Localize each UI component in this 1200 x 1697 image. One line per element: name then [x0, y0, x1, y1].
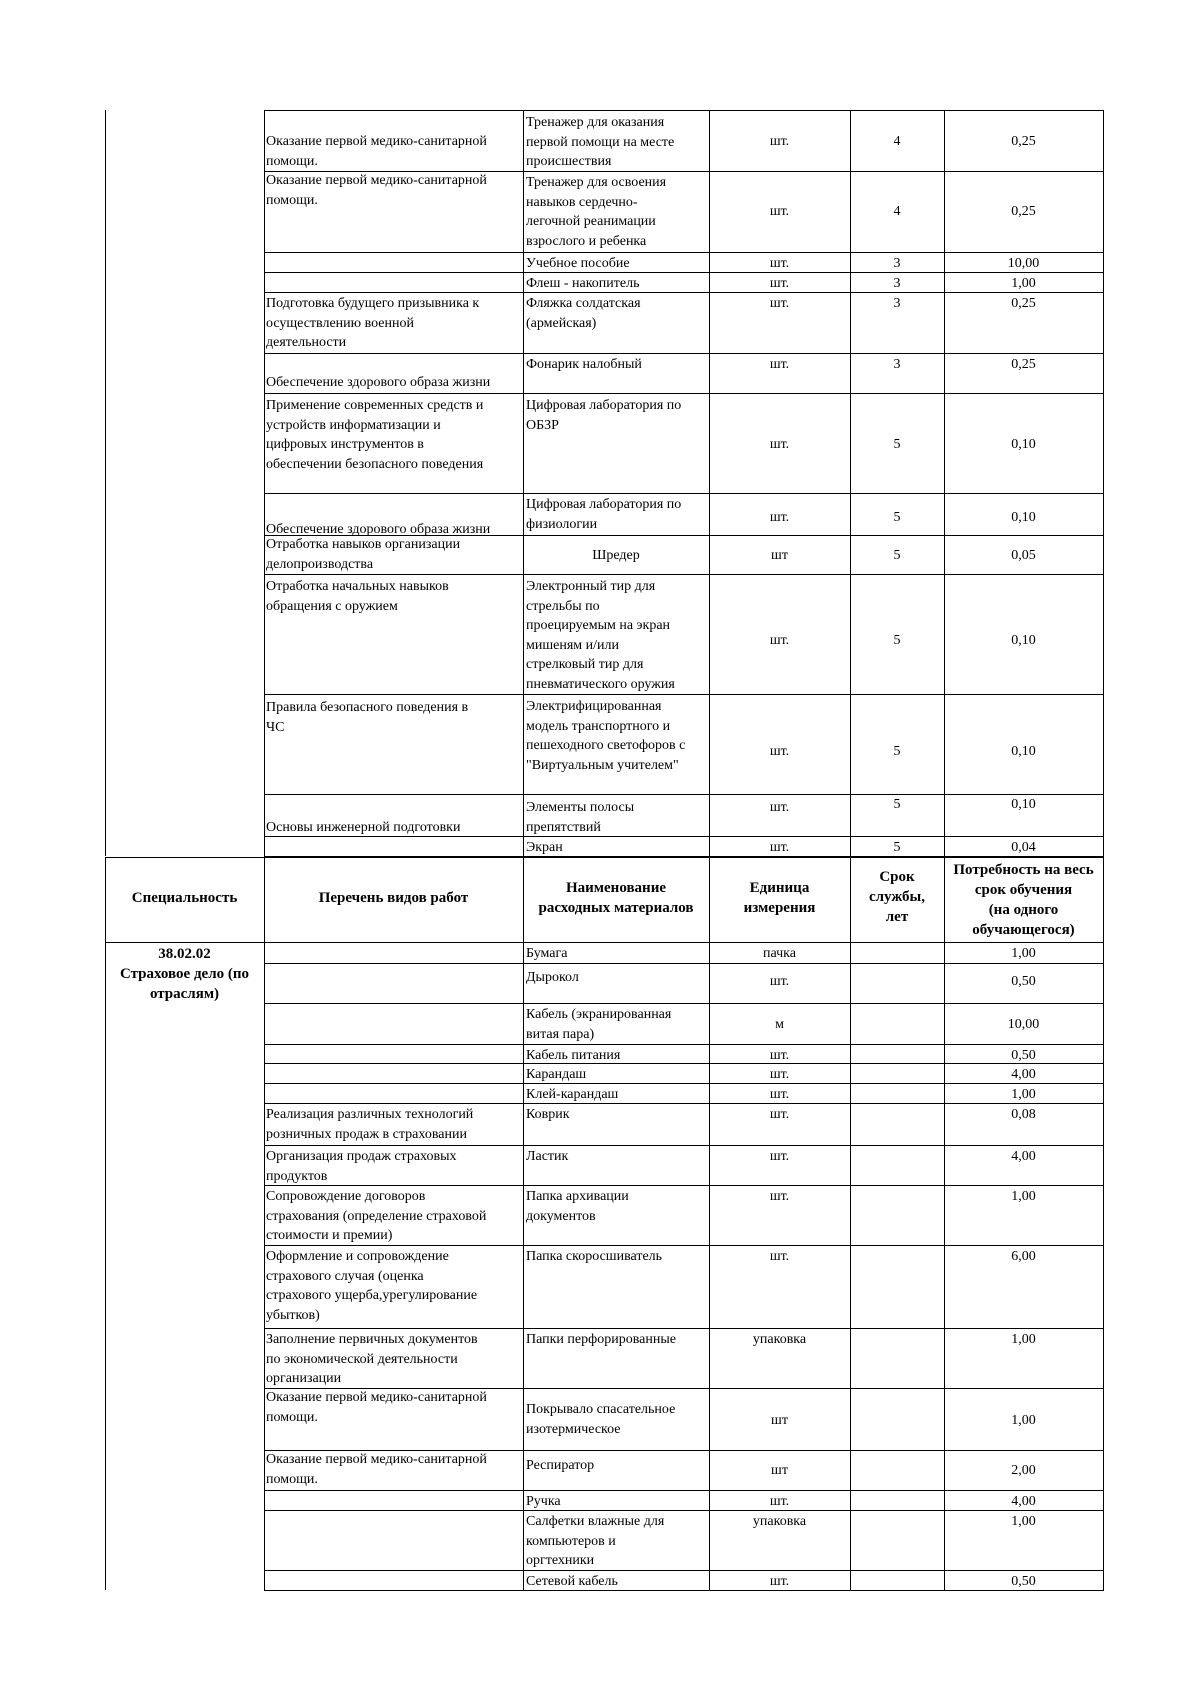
material-name-cell: модель транспортного и — [526, 718, 671, 734]
service-term-cell: 3 — [893, 276, 901, 291]
unit-cell: шт. — [769, 256, 790, 271]
material-name-cell: Ручка — [526, 1494, 561, 1509]
unit-cell: шт. — [769, 744, 790, 759]
material-name-cell: Респиратор — [526, 1458, 595, 1473]
need-cell: 0,25 — [1011, 357, 1036, 372]
need-cell: 10,00 — [1007, 256, 1040, 271]
material-name-cell: Шредер — [592, 548, 640, 563]
material-name-cell: физиологии — [526, 516, 598, 532]
material-name-cell: Фонарик налобный — [526, 357, 642, 372]
service-term-cell: 5 — [893, 744, 901, 759]
work-type-cell: помощи. — [266, 1409, 318, 1425]
unit-cell: шт. — [769, 840, 790, 855]
work-type-cell: помощи. — [266, 153, 318, 169]
unit-cell: шт. — [769, 134, 790, 149]
material-name-cell: Тренажер для оказания — [526, 115, 665, 130]
unit-cell: шт. — [769, 1067, 790, 1082]
unit-cell: шт. — [769, 1149, 790, 1164]
unit-cell: шт. — [769, 1249, 790, 1264]
need-cell: 4,00 — [1011, 1149, 1036, 1164]
work-type-cell: цифровых инструментов в — [266, 437, 424, 453]
work-type-cell: деятельности — [266, 335, 347, 351]
need-cell: 0,50 — [1011, 1048, 1036, 1063]
material-name-cell: проецируемым на экран — [526, 618, 671, 634]
material-name-cell: Папки перфорированные — [526, 1332, 676, 1347]
need-cell: 6,00 — [1011, 1249, 1036, 1264]
table-rule-horizontal — [264, 1490, 1104, 1491]
material-name-cell: мишеням и/или — [526, 637, 619, 653]
work-type-cell: помощи. — [266, 1471, 318, 1487]
material-name-cell: Экран — [526, 840, 563, 855]
material-name-cell: витая пара) — [526, 1026, 595, 1042]
material-name-cell: документов — [526, 1208, 596, 1224]
work-type-cell: Подготовка будущего призывника к — [266, 296, 480, 311]
service-term-cell: 5 — [893, 633, 901, 648]
material-name-cell: стрелковый тир для — [526, 657, 644, 673]
unit-cell: шт. — [769, 437, 790, 452]
work-type-cell: устройств информатизации и — [266, 417, 441, 433]
service-term-cell: 5 — [893, 840, 901, 855]
material-name-cell: Учебное пособие — [526, 256, 630, 271]
table-rule-vertical — [850, 942, 851, 1590]
material-name-cell: Карандаш — [526, 1067, 587, 1082]
material-name-cell: происшествия — [526, 154, 612, 170]
work-type-cell: Основы инженерной подготовки — [266, 820, 461, 835]
header-need: срок обучения — [974, 882, 1073, 898]
material-name-cell: Электронный тир для — [526, 579, 656, 594]
table-rule-horizontal — [264, 574, 1104, 575]
work-type-cell: Правила безопасного поведения в — [266, 700, 469, 715]
service-term-cell: 3 — [893, 256, 901, 271]
material-name-cell: стрельбы по — [526, 598, 600, 614]
need-cell: 0,25 — [1011, 204, 1036, 219]
header-materials: Наименование — [566, 880, 666, 896]
table-rule-horizontal — [264, 1044, 1104, 1045]
material-name-cell: навыков сердечно- — [526, 194, 638, 210]
service-term-cell: 5 — [893, 437, 901, 452]
specialty-name: 38.02.02 — [158, 946, 211, 962]
table-rule-horizontal — [264, 694, 1104, 695]
work-type-cell: помощи. — [266, 192, 318, 208]
work-type-cell: обращения с оружием — [266, 598, 398, 614]
need-cell: 2,00 — [1011, 1463, 1036, 1478]
table-rule-horizontal — [264, 393, 1104, 394]
need-cell: 0,10 — [1011, 437, 1036, 452]
header-specialty: Специальность — [131, 890, 238, 906]
need-cell: 0,05 — [1011, 548, 1036, 563]
table-rule-horizontal — [264, 1003, 1104, 1004]
work-type-cell: ЧС — [266, 719, 285, 735]
unit-cell: шт. — [769, 1574, 790, 1589]
work-type-cell: осуществлению военной — [266, 315, 414, 331]
material-name-cell: пневматического оружия — [526, 677, 675, 692]
material-name-cell: препятствий — [526, 819, 601, 835]
table-rule-horizontal — [264, 942, 1104, 943]
material-name-cell: Ластик — [526, 1149, 569, 1164]
work-type-cell: Заполнение первичных документов — [266, 1332, 478, 1347]
unit-cell: упаковка — [752, 1332, 807, 1347]
unit-cell: шт. — [769, 204, 790, 219]
material-name-cell: Электрифицированная — [526, 699, 662, 714]
work-type-cell: продуктов — [266, 1168, 328, 1184]
work-type-cell: Оформление и сопровождение — [266, 1249, 449, 1264]
unit-cell: шт. — [769, 510, 790, 525]
table-rule-vertical — [264, 942, 265, 1590]
need-cell: 1,00 — [1011, 1413, 1036, 1428]
work-type-cell: Обеспечение здорового образа жизни — [266, 375, 491, 390]
table-rule-horizontal — [264, 1185, 1104, 1186]
work-type-cell: страхового ущерба,урегулирование — [266, 1288, 478, 1304]
header-unit: измерения — [743, 900, 816, 916]
need-cell: 1,00 — [1011, 1087, 1036, 1102]
material-name-cell: Сетевой кабель — [526, 1574, 618, 1589]
specialty-name: отраслям) — [149, 986, 220, 1002]
work-type-cell: Отработка начальных навыков — [266, 579, 449, 594]
work-type-cell: страхования (определение страховой — [266, 1208, 487, 1224]
header-term: лет — [885, 909, 909, 925]
material-name-cell: (армейская) — [526, 315, 597, 331]
need-cell: 1,00 — [1011, 1514, 1036, 1529]
need-cell: 4,00 — [1011, 1494, 1036, 1509]
work-type-cell: Применение современных средств и — [266, 398, 484, 413]
table-rule-vertical — [1103, 942, 1104, 1590]
header-need: обучающегося) — [972, 922, 1075, 938]
table-rule-vertical — [523, 110, 524, 856]
table-rule-vertical — [105, 110, 106, 856]
service-term-cell: 5 — [893, 797, 901, 812]
unit-cell: шт. — [769, 276, 790, 291]
work-type-cell: Обеспечение здорового образа жизни — [266, 522, 491, 537]
table-rule-vertical — [523, 942, 524, 1590]
work-type-cell: Оказание первой медико-санитарной — [266, 134, 487, 149]
service-term-cell: 4 — [893, 204, 901, 219]
header-works: Перечень видов работ — [318, 890, 469, 906]
table-rule-horizontal — [264, 353, 1104, 354]
need-cell: 1,00 — [1011, 1332, 1036, 1347]
material-name-cell: Фляжка солдатская — [526, 296, 641, 311]
need-cell: 0,50 — [1011, 974, 1036, 989]
unit-cell: шт — [771, 548, 788, 563]
header-unit: Единица — [749, 880, 810, 896]
need-cell: 0,08 — [1011, 1107, 1036, 1122]
work-type-cell: Отработка навыков организации — [266, 537, 461, 552]
unit-cell: шт. — [769, 1048, 790, 1063]
work-type-cell: стоимости и премии) — [266, 1228, 393, 1244]
table-rule-vertical — [264, 110, 265, 856]
work-type-cell: организации — [266, 1371, 342, 1387]
material-name-cell: Цифровая лаборатория по — [526, 398, 682, 413]
material-name-cell: Цифровая лаборатория по — [526, 497, 682, 512]
unit-cell: шт. — [769, 800, 790, 815]
table-rule-horizontal — [264, 110, 1104, 111]
work-type-cell: обеспечении безопасного поведения — [266, 456, 484, 472]
unit-cell: упаковка — [752, 1514, 807, 1529]
work-type-cell: Оказание первой медико-санитарной — [266, 1390, 487, 1405]
unit-cell: шт. — [769, 357, 790, 372]
material-name-cell: компьютеров и — [526, 1533, 616, 1549]
header-need: Потребность на весь — [953, 862, 1094, 878]
material-name-cell: Дырокол — [526, 970, 579, 985]
unit-cell: шт. — [769, 296, 790, 311]
need-cell: 1,00 — [1011, 1189, 1036, 1204]
work-type-cell: Организация продаж страховых — [266, 1149, 457, 1164]
need-cell: 0,50 — [1011, 1574, 1036, 1589]
material-name-cell: Кабель (экранированная — [526, 1007, 672, 1022]
need-cell: 1,00 — [1011, 946, 1036, 961]
material-name-cell: первой помощи на месте — [526, 134, 675, 150]
need-cell: 4,00 — [1011, 1067, 1036, 1082]
table-rule-horizontal — [264, 252, 1104, 253]
work-type-cell: убытков) — [266, 1307, 320, 1323]
unit-cell: пачка — [763, 946, 796, 961]
unit-cell: шт. — [769, 1087, 790, 1102]
work-type-cell: Оказание первой медико-санитарной — [266, 173, 487, 188]
material-name-cell: легочной реанимации — [526, 214, 656, 230]
work-type-cell: розничных продаж в страховании — [266, 1126, 467, 1142]
need-cell: 0,10 — [1011, 797, 1036, 812]
service-term-cell: 5 — [893, 510, 901, 525]
material-name-cell: Тренажер для освоения — [526, 175, 667, 190]
header-materials: расходных материалов — [538, 900, 694, 916]
unit-cell: шт — [771, 1413, 788, 1428]
table-rule-horizontal — [264, 1145, 1104, 1146]
material-name-cell: ОБЗР — [526, 417, 559, 433]
need-cell: 0,25 — [1011, 134, 1036, 149]
unit-cell: шт. — [769, 974, 790, 989]
table-rule-horizontal — [105, 857, 1104, 858]
table-rule-vertical — [1103, 110, 1104, 856]
need-cell: 10,00 — [1007, 1017, 1040, 1032]
material-name-cell: Клей-карандаш — [526, 1087, 619, 1102]
table-rule-horizontal — [264, 1328, 1104, 1329]
unit-cell: шт. — [769, 1107, 790, 1122]
material-name-cell: Кабель питания — [526, 1048, 621, 1063]
material-name-cell: оргтехники — [526, 1553, 595, 1569]
header-term: службы, — [868, 889, 925, 905]
material-name-cell: Элементы полосы — [526, 800, 635, 815]
need-cell: 0,10 — [1011, 633, 1036, 648]
unit-cell: шт — [771, 1463, 788, 1478]
material-name-cell: Бумага — [526, 946, 568, 961]
need-cell: 0,10 — [1011, 744, 1036, 759]
header-need: (на одного — [988, 902, 1059, 918]
material-name-cell: пешеходного светофоров с — [526, 738, 686, 754]
service-term-cell: 4 — [893, 134, 901, 149]
work-type-cell: по экономической деятельности — [266, 1351, 458, 1367]
need-cell: 0,04 — [1011, 840, 1036, 855]
work-type-cell: страхового случая (оценка — [266, 1268, 424, 1284]
unit-cell: м — [775, 1017, 784, 1032]
table-rule-vertical — [105, 942, 106, 1590]
work-type-cell: Реализация различных технологий — [266, 1107, 474, 1122]
material-name-cell: Коврик — [526, 1107, 570, 1122]
material-name-cell: Салфетки влажные для — [526, 1514, 665, 1529]
need-cell: 1,00 — [1011, 276, 1036, 291]
unit-cell: шт. — [769, 1189, 790, 1204]
work-type-cell: делопроизводства — [266, 556, 374, 572]
material-name-cell: взрослого и ребенка — [526, 233, 647, 249]
work-type-cell: Сопровождение договоров — [266, 1189, 426, 1204]
need-cell: 0,10 — [1011, 510, 1036, 525]
material-name-cell: Флеш - накопитель — [526, 276, 640, 291]
need-cell: 0,25 — [1011, 296, 1036, 311]
service-term-cell: 3 — [893, 296, 901, 311]
service-term-cell: 3 — [893, 357, 901, 372]
table-rule-horizontal — [264, 1570, 1104, 1571]
specialty-name: Страховое дело (по — [119, 966, 250, 982]
header-term: Срок — [879, 869, 915, 885]
service-term-cell: 5 — [893, 548, 901, 563]
work-type-cell: Оказание первой медико-санитарной — [266, 1452, 487, 1467]
table-rule-vertical — [1103, 857, 1104, 942]
material-name-cell: Папка архивации — [526, 1189, 629, 1204]
material-name-cell: "Виртуальным учителем" — [526, 757, 679, 773]
unit-cell: шт. — [769, 633, 790, 648]
material-name-cell: Покрывало спасательное — [526, 1402, 676, 1417]
unit-cell: шт. — [769, 1494, 790, 1509]
table-rule-horizontal — [264, 493, 1104, 494]
material-name-cell: Папка скоросшиватель — [526, 1249, 663, 1264]
material-name-cell: изотермическое — [526, 1421, 621, 1437]
